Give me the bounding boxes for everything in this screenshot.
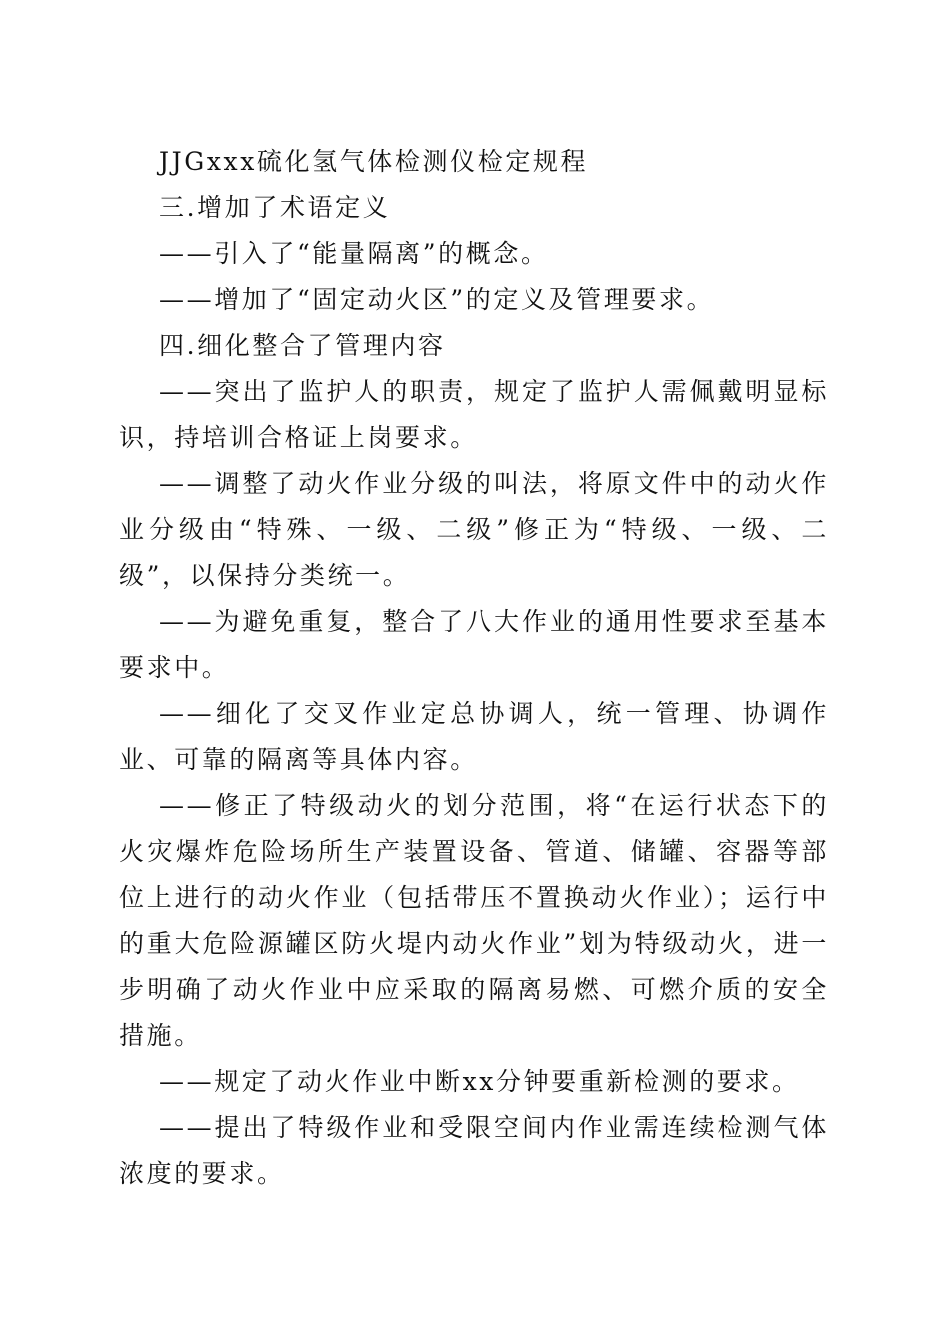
section-heading-management: 四.细化整合了管理内容 — [159, 331, 446, 360]
paragraph-guardian-duties: ——突出了监护人的职责，规定了监护人需佩戴明显标识，持培训合格证上岗要求。 — [119, 377, 829, 452]
document-body — [119, 139, 829, 1197]
paragraph-energy-isolation: ——引入了“能量隔离”的概念。 — [159, 239, 549, 268]
paragraph-continuous-gas-detection: ——提出了特级作业和受限空间内作业需连续检测气体浓度的要求。 — [119, 1113, 829, 1188]
section-heading-terms: 三.增加了术语定义 — [159, 193, 391, 222]
paragraph-cross-operation: ——细化了交叉作业定总协调人，统一管理、协调作业、可靠的隔离等具体内容。 — [119, 699, 829, 774]
paragraph-interruption-retest: ——规定了动火作业中断xx分钟要重新检测的要求。 — [159, 1067, 800, 1096]
paragraph-fixed-hot-work-area: ——增加了“固定动火区”的定义及管理要求。 — [159, 285, 715, 314]
paragraph-hot-work-grading: ——调整了动火作业分级的叫法，将原文件中的动火作业分级由“特殊、一级、二级”修正为“特级、一级、二级”，以保持分类统一。 — [119, 469, 829, 590]
paragraph-general-requirements: ——为避免重复，整合了八大作业的通用性要求至基本要求中。 — [119, 607, 829, 682]
paragraph-regulation-title: JJGxxx硫化氢气体检测仪检定规程 — [159, 147, 589, 176]
paragraph-special-hot-work-scope: ——修正了特级动火的划分范围，将“在运行状态下的火灾爆炸危险场所生产装置设备、管道、储罐、容器等部位上进行的动火作业（包括带压不置换动火作业）；运行中的重大危险源罐区防火堤内动火作业”划为特级动火，进一步明确了动火作业中应采取的隔离易燃、可燃介质的安全措施。 — [119, 791, 829, 1050]
